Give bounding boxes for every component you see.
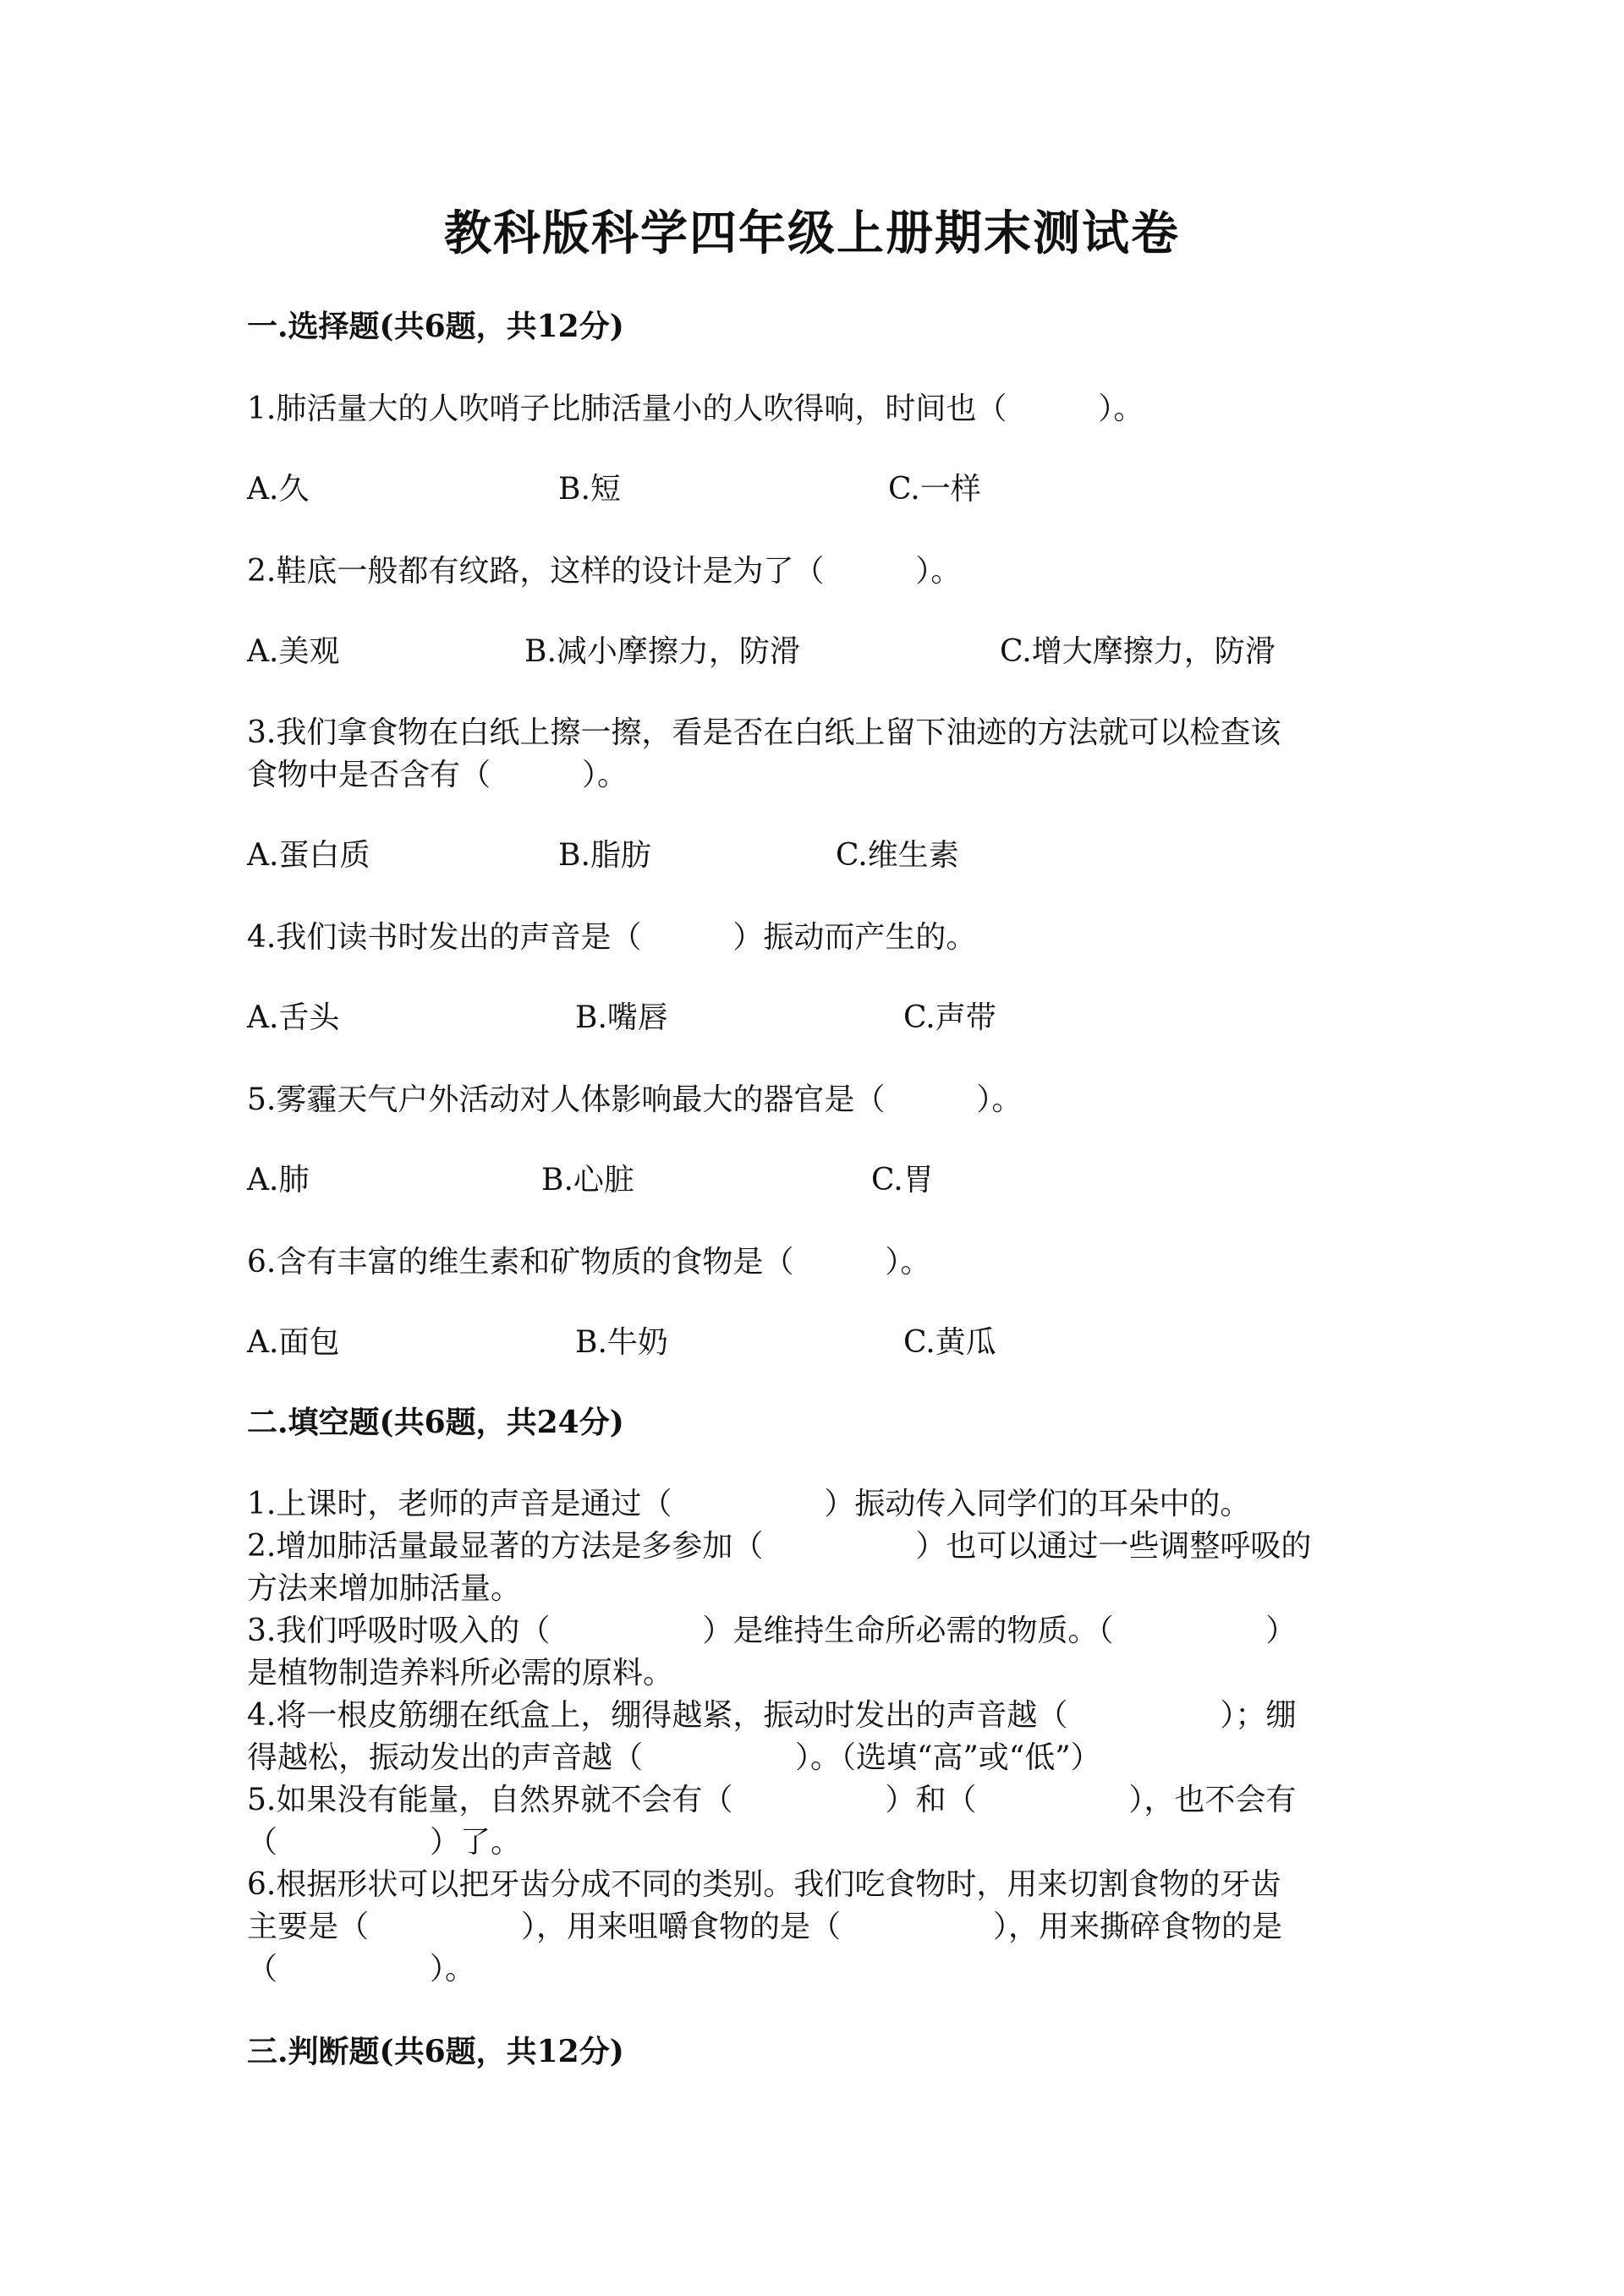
fill-line: 2.增加肺活量最显著的方法是多参加（ ）也可以通过一些调整呼吸的 bbox=[247, 1529, 1312, 1564]
option-b: B.嘴唇 bbox=[575, 1000, 668, 1035]
option-c: C.维生素 bbox=[836, 838, 959, 873]
question-text-continued: 食物中是否含有（ ）。 bbox=[247, 758, 628, 792]
fill-line: 4.将一根皮筋绷在纸盒上，绷得越紧，振动时发出的声音越（ ）；绷 bbox=[247, 1698, 1297, 1733]
option-b: B.脂肪 bbox=[558, 838, 651, 873]
question-text: 6.含有丰富的维生素和矿物质的食物是（ ）。 bbox=[247, 1245, 931, 1280]
fill-line: 方法来增加肺活量。 bbox=[247, 1571, 522, 1606]
question-text: 3.我们拿食物在白纸上擦一擦，看是否在白纸上留下油迹的方法就可以检查该 bbox=[247, 715, 1281, 750]
fill-line: 6.根据形状可以把牙齿分成不同的类别。我们吃食物时，用来切割食物的牙齿 bbox=[247, 1867, 1281, 1902]
option-b: B.短 bbox=[558, 472, 621, 507]
option-a: A.肺 bbox=[247, 1163, 310, 1197]
section-heading-fill: 二.填空题(共6题，共24分) bbox=[247, 1405, 624, 1440]
fill-line: 得越松，振动发出的声音越（ ）。（选填“高”或“低”） bbox=[247, 1740, 1101, 1775]
option-b: B.心脏 bbox=[541, 1163, 634, 1197]
question-text: 1.肺活量大的人吹哨子比肺活量小的人吹得响，时间也（ ）。 bbox=[247, 392, 1144, 426]
fill-line: 5.如果没有能量，自然界就不会有（ ）和（ ），也不会有 bbox=[247, 1783, 1297, 1817]
fill-line: （ ）。 bbox=[247, 1952, 476, 1986]
page-title: 教科版科学四年级上册期末测试卷 bbox=[444, 205, 1180, 261]
option-c: C.黄瓜 bbox=[903, 1325, 996, 1360]
option-c: C.声带 bbox=[903, 1000, 996, 1035]
fill-line: 是植物制造养料所必需的原料。 bbox=[247, 1656, 674, 1690]
option-c: C.增大摩擦力，防滑 bbox=[1000, 634, 1276, 669]
fill-line: 3.我们呼吸时吸入的（ ）是维持生命所必需的物质。（ ） bbox=[247, 1614, 1297, 1648]
option-b: B.减小摩擦力，防滑 bbox=[524, 634, 800, 669]
option-a: A.面包 bbox=[247, 1325, 340, 1360]
section-heading-choice: 一.选择题(共6题，共12分) bbox=[247, 309, 624, 344]
option-c: C.一样 bbox=[888, 472, 981, 507]
option-a: A.舌头 bbox=[247, 1000, 340, 1035]
option-a: A.久 bbox=[247, 472, 310, 507]
question-text: 2.鞋底一般都有纹路，这样的设计是为了（ ）。 bbox=[247, 554, 962, 589]
fill-line: （ ）了。 bbox=[247, 1825, 522, 1860]
fill-line: 主要是（ ），用来咀嚼食物的是（ ），用来撕碎食物的是 bbox=[247, 1910, 1283, 1944]
option-a: A.蛋白质 bbox=[247, 838, 370, 873]
option-a: A.美观 bbox=[247, 634, 340, 669]
fill-line: 1.上课时，老师的声音是通过（ ）振动传入同学们的耳朵中的。 bbox=[247, 1487, 1251, 1521]
option-c: C.胃 bbox=[871, 1163, 934, 1197]
section-heading-judge: 三.判断题(共6题，共12分) bbox=[247, 2034, 624, 2069]
question-text: 5.雾霾天气户外活动对人体影响最大的器官是（ ）。 bbox=[247, 1082, 1023, 1117]
question-text: 4.我们读书时发出的声音是（ ）振动而产生的。 bbox=[247, 920, 977, 955]
option-b: B.牛奶 bbox=[575, 1325, 668, 1360]
